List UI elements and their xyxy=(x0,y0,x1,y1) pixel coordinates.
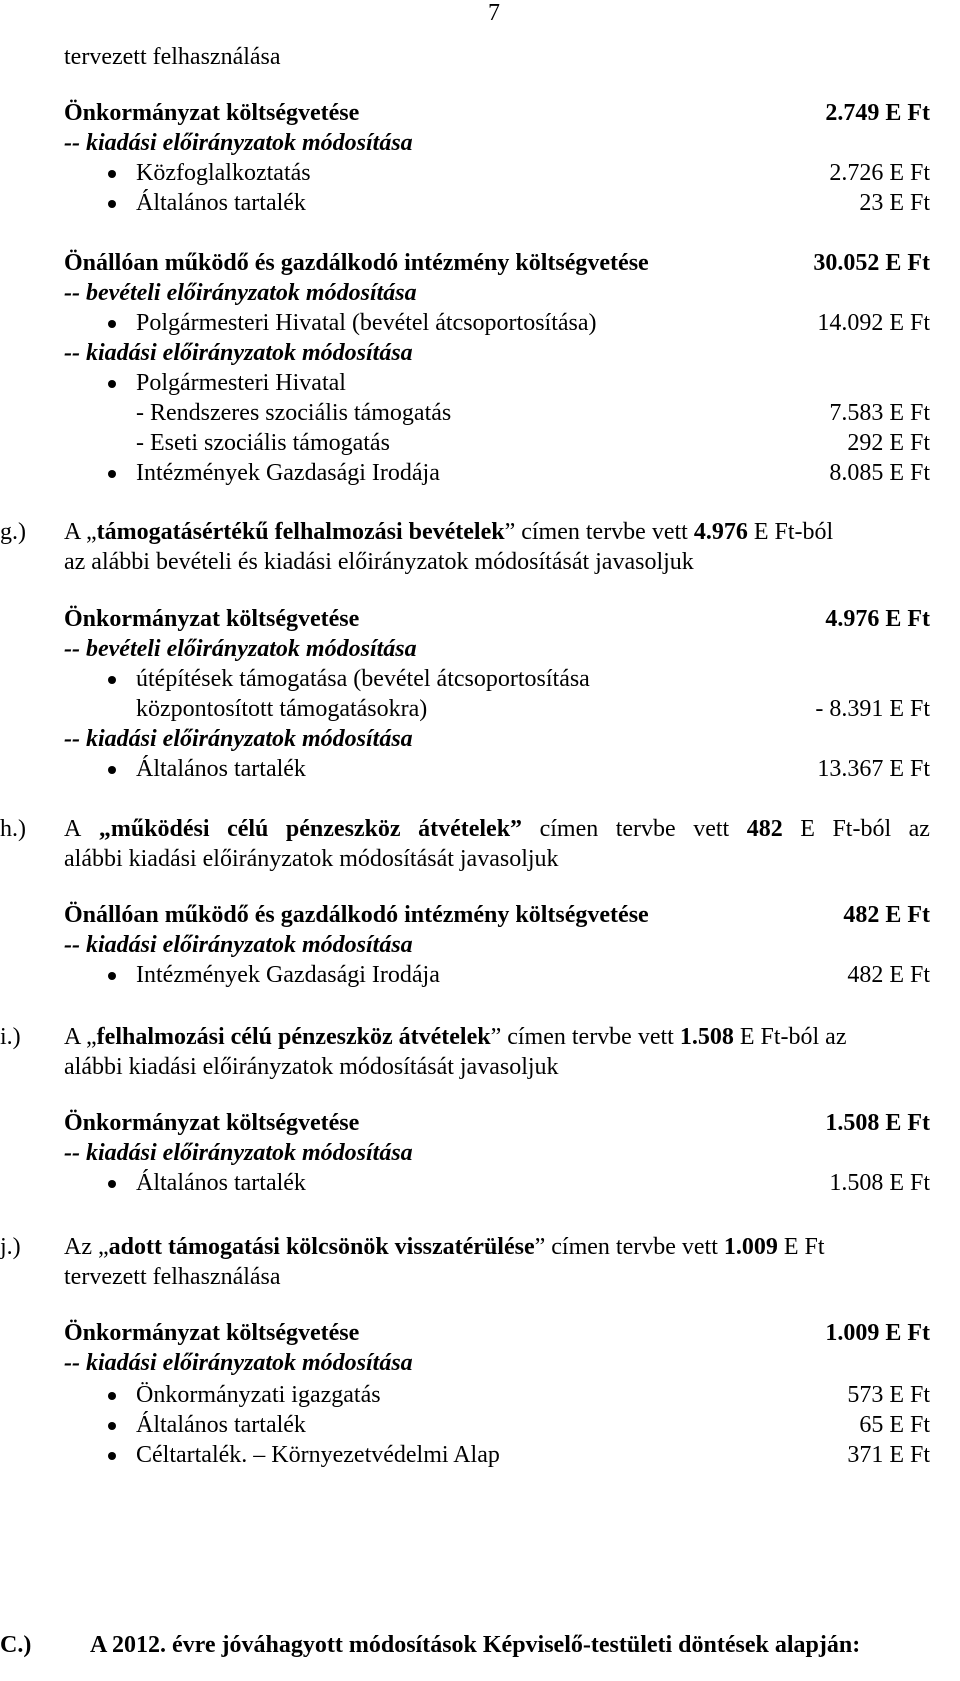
list-item: - Eseti szociális támogatás 292 E Ft xyxy=(136,430,930,456)
section-label: h.) xyxy=(0,816,26,842)
section-label: C.) xyxy=(0,1632,32,1658)
list-item: - Rendszeres szociális támogatás 7.583 E Ft xyxy=(136,400,930,426)
list-item: Általános tartalék 23 E Ft xyxy=(64,188,930,218)
section-label: i.) xyxy=(0,1024,21,1050)
list-item: útépítések támogatása (bevétel átcsoportosítása xyxy=(64,664,930,694)
list-item: Intézmények Gazdasági Irodája 8.085 E Ft xyxy=(64,458,930,488)
bullet-icon xyxy=(108,1422,116,1430)
bullet-icon xyxy=(108,676,116,684)
list-item: Céltartalék. – Környezetvédelmi Alap 371 E Ft xyxy=(64,1440,930,1470)
bullet-icon xyxy=(108,766,116,774)
block1-title-row: Önkormányzat költségvetése 2.749 E Ft xyxy=(64,100,930,126)
list-item: Polgármesteri Hivatal (bevétel átcsoportosítása) 14.092 E Ft xyxy=(64,308,930,338)
bullet-icon xyxy=(108,170,116,178)
intro-line: tervezett felhasználása xyxy=(64,44,281,70)
block2-sub2: -- kiadási előirányzatok módosítása xyxy=(64,340,413,366)
list-item: Általános tartalék 1.508 E Ft xyxy=(64,1168,930,1198)
section-g-sub2: -- kiadási előirányzatok módosítása xyxy=(64,726,413,752)
block2-title-row: Önállóan működő és gazdálkodó intézmény költségvetése 30.052 E Ft xyxy=(64,250,930,276)
section-g-title-row: Önkormányzat költségvetése 4.976 E Ft xyxy=(64,606,930,632)
section-h-paragraph: A „működési célú pénzeszköz átvételek” címen tervbe vett 482 E Ft-ból az alábbi kiadási előirányzatok módosítását javasoljuk xyxy=(64,816,930,872)
list-item: Önkormányzati igazgatás 573 E Ft xyxy=(64,1380,930,1410)
section-h-title-row: Önállóan működő és gazdálkodó intézmény költségvetése 482 E Ft xyxy=(64,902,930,928)
section-j-title-row: Önkormányzat költségvetése 1.009 E Ft xyxy=(64,1320,930,1346)
section-c-heading: A 2012. évre jóváhagyott módosítások Képviselő-testületi döntések alapján: xyxy=(90,1632,861,1658)
section-h-sub: -- kiadási előirányzatok módosítása xyxy=(64,932,413,958)
bullet-icon xyxy=(108,470,116,478)
section-g-paragraph: A „ támogatásértékű felhalmozási bevételek ” címen tervbe vett 4.976 E Ft-ból az alábbi bevételi és kiadási előirányzatok módosítását javasoljuk xyxy=(64,519,834,575)
section-i-paragraph: A „ felhalmozási célú pénzeszköz átvételek ” címen tervbe vett 1.508 E Ft-ból az alábbi kiadási előirányzatok módosítását javasoljuk xyxy=(64,1024,847,1080)
list-item: Polgármesteri Hivatal xyxy=(64,368,930,398)
bullet-icon xyxy=(108,380,116,388)
bullet-icon xyxy=(108,1180,116,1188)
section-label: j.) xyxy=(0,1234,21,1260)
list-item: központosított támogatásokra) - 8.391 E Ft xyxy=(136,696,930,722)
section-j-sub: -- kiadási előirányzatok módosítása xyxy=(64,1350,413,1376)
bullet-icon xyxy=(108,1452,116,1460)
bullet-icon xyxy=(108,320,116,328)
bullet-icon xyxy=(108,200,116,208)
list-item: Közfoglalkoztatás 2.726 E Ft xyxy=(64,158,930,188)
section-g-sub1: -- bevételi előirányzatok módosítása xyxy=(64,636,417,662)
list-item: Intézmények Gazdasági Irodája 482 E Ft xyxy=(64,960,930,990)
block2-sub1: -- bevételi előirányzatok módosítása xyxy=(64,280,417,306)
bullet-icon xyxy=(108,972,116,980)
section-label: g.) xyxy=(0,519,26,545)
block1-sub: -- kiadási előirányzatok módosítása xyxy=(64,130,413,156)
list-item: Általános tartalék 65 E Ft xyxy=(64,1410,930,1440)
section-j-paragraph: Az „ adott támogatási kölcsönök visszatérülése ” címen tervbe vett 1.009 E Ft tervezett felhasználása xyxy=(64,1234,825,1290)
page-number: 7 xyxy=(488,0,500,26)
bullet-icon xyxy=(108,1392,116,1400)
list-item: Általános tartalék 13.367 E Ft xyxy=(64,754,930,784)
section-i-sub: -- kiadási előirányzatok módosítása xyxy=(64,1140,413,1166)
section-i-title-row: Önkormányzat költségvetése 1.508 E Ft xyxy=(64,1110,930,1136)
